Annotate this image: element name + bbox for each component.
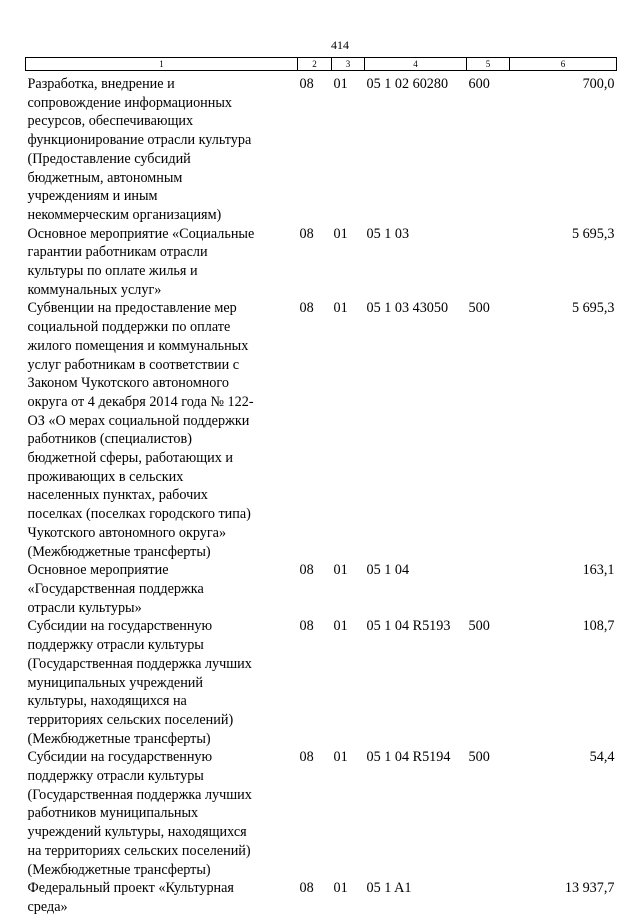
section-code: 08 [299,749,314,766]
target-article-code: 05 1 02 60280 [366,76,449,92]
amount: 5 695,3 [571,300,615,317]
column-header: 5 [467,58,510,71]
column-number-row [26,58,617,71]
section-code: 08 [299,225,314,242]
target-article-code: 05 1 03 43050 [366,300,449,317]
subsection-code: 01 [333,618,348,635]
table-row [26,299,617,561]
target-article-code: 05 1 04 R5194 [366,749,451,766]
section-code: 08 [299,880,314,897]
section-code: 08 [299,76,314,92]
target-article-code: 05 1 03 [366,225,410,242]
target-article-code: 05 1 A1 [366,880,412,897]
item-name: Федеральный проект «Культурная среда» [27,880,234,915]
section-code: 08 [299,562,314,579]
column-header: 2 [298,58,332,71]
table-row [26,225,617,300]
subsection-code: 01 [333,880,348,897]
subsection-code: 01 [333,76,348,92]
table-row [26,879,617,916]
subsection-code: 01 [333,300,348,317]
table-row [26,748,617,879]
column-header: 6 [510,58,617,71]
table-row [26,71,617,225]
expense-type-code: 500 [468,618,490,635]
expense-type-code [467,225,510,300]
table-row [26,617,617,748]
amount: 163,1 [582,562,615,579]
subsection-code: 01 [333,562,348,579]
section-code: 08 [299,300,314,317]
section-code: 08 [299,618,314,635]
amount: 54,4 [589,749,615,766]
amount: 5 695,3 [571,225,615,242]
item-name: Субвенции на предоставление мер социальной поддержки по оплате жилого помещения и коммунальных услуг работникам в соответствии с Законом Чукотского автономного округа от 4 декабря 2014 года № 122- ОЗ «О мерах социальной поддержки работников (специалистов) бюджетной сферы, работающих и проживающих в сельских населенных пунктах, рабочих поселках (поселках городского типа) Чукотского автономного округа» (Межбюджетные трансферты) [27,300,254,560]
item-name: Субсидии на государственную поддержку отрасли культуры (Государственная поддержка лучших муниципальных учреждений культуры, находящихся на территориях сельских поселений) (Межбюджетные трансферты) [27,618,252,747]
item-name: Разработка, внедрение и сопровождение информационных ресурсов, обеспечивающих функционирование отрасли культура (Предоставление субсидий бюджетным, автономным учреждениям и иным некоммерческим организациям) [27,76,252,223]
page-number: 414 [331,38,349,52]
column-header: 4 [365,58,467,71]
amount: 13 937,7 [564,880,615,897]
expense-type-code: 600 [468,76,490,92]
budget-table [25,57,617,917]
expense-type-code [467,561,510,617]
expense-type-code [467,879,510,916]
expense-type-code: 500 [468,300,490,317]
item-name: Основное мероприятие «Государственная поддержка отрасли культуры» [27,562,204,616]
target-article-code: 05 1 04 [366,562,410,579]
target-article-code: 05 1 04 R5193 [366,618,451,635]
subsection-code: 01 [333,225,348,242]
amount: 108,7 [582,618,615,635]
table-row [26,561,617,617]
subsection-code: 01 [333,749,348,766]
item-name: Субсидии на государственную поддержку отрасли культуры (Государственная поддержка лучших работников муниципальных учреждений культуры, находящихся на территориях сельских поселений) (Межбюджетные трансферты) [27,749,252,878]
item-name: Основное мероприятие «Социальные гарантии работникам отрасли культуры по оплате жилья и коммунальных услуг» [27,225,255,298]
column-header: 3 [332,58,365,71]
expense-type-code: 500 [468,749,490,766]
amount: 700,0 [582,76,615,92]
column-header: 1 [26,58,298,71]
